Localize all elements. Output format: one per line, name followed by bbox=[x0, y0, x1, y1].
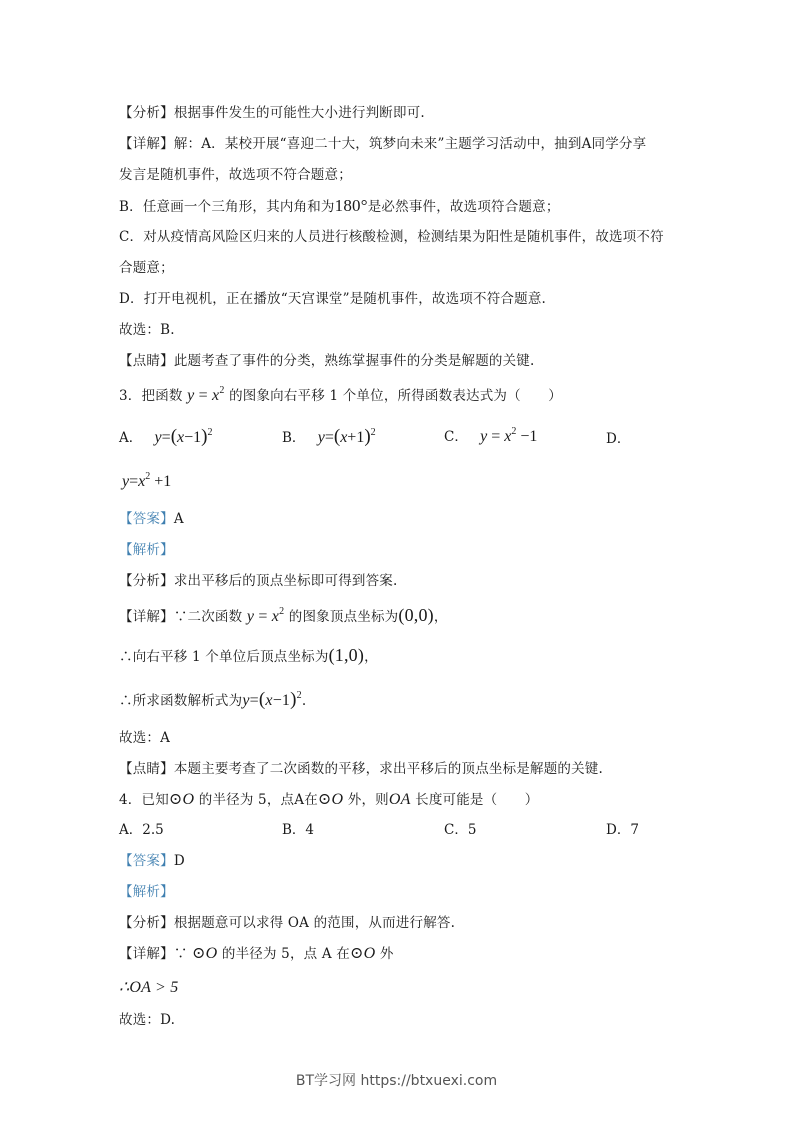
q2-option-c-line-1 bbox=[119, 227, 664, 247]
q3-detail-line bbox=[119, 605, 448, 627]
q4-option-d bbox=[606, 820, 639, 840]
analysis-text: 根据事件发生的可能性大小进行判断即可. bbox=[173, 105, 425, 121]
detail-p3: 外 bbox=[379, 946, 394, 962]
detail-mid: 的图象顶点坐标为 bbox=[288, 609, 399, 625]
q3-option-b bbox=[282, 427, 376, 448]
comment-text: 本题主要考查了二次函数的平移，求出平移后的顶点坐标是解题的关键. bbox=[173, 761, 604, 777]
step3-end: . bbox=[301, 693, 307, 709]
comment-text: 此题考查了事件的分类，熟练掌握事件的分类是解题的关键. bbox=[173, 353, 535, 369]
q4-stem-p2: 的半径为 5，点A在 bbox=[198, 792, 318, 808]
q2-detail-line-1 bbox=[119, 134, 646, 154]
detail-label: 【详解】 bbox=[119, 609, 174, 625]
segment-oa: OA bbox=[388, 791, 411, 808]
q3-solution-heading bbox=[119, 540, 174, 560]
option-value: 5 bbox=[467, 822, 477, 838]
q4-stem bbox=[119, 790, 538, 810]
choice-text: 故选：B. bbox=[119, 322, 175, 338]
option-label: A． bbox=[119, 430, 143, 446]
q4-option-b bbox=[282, 820, 314, 840]
q3-comment-line bbox=[119, 759, 603, 779]
option-label: D． bbox=[606, 822, 631, 838]
option-c-expr: $y = x^2 -1$ bbox=[480, 426, 538, 445]
option-b-expr: $y=(x+1)^2$ bbox=[317, 426, 376, 447]
detail-text: 解：A．某校开展“喜迎二十大，筑梦向未来”主题学习活动中，抽到A同学分享 bbox=[173, 136, 647, 152]
detail-end: ， bbox=[433, 609, 448, 625]
q3-stem bbox=[119, 386, 562, 406]
q4-detail-line bbox=[119, 944, 394, 964]
analysis-label: 【分析】 bbox=[119, 915, 174, 931]
detail-text-cont: 发言是随机事件，故选项不符合题意； bbox=[119, 167, 352, 183]
q4-stem-p3: 外，则 bbox=[347, 792, 389, 808]
q3-analysis-line bbox=[119, 571, 398, 591]
q3-option-c bbox=[444, 427, 537, 447]
detail-label: 【详解】 bbox=[119, 136, 174, 152]
angle-sum-value: 180° bbox=[334, 196, 368, 215]
q3-step2-line bbox=[119, 645, 378, 667]
detail-math: $y = x^2$ bbox=[246, 606, 285, 625]
step2-prefix: ∴向右平移 1 个单位后顶点坐标为 bbox=[119, 649, 329, 665]
option-d-text: D．打开电视机，正在播放“天宫课堂”是随机事件，故选项不符合题意. bbox=[119, 291, 547, 307]
answer-value: D bbox=[173, 853, 185, 869]
step2-end: ， bbox=[364, 649, 378, 665]
q3-option-d bbox=[606, 429, 630, 449]
analysis-label: 【分析】 bbox=[119, 573, 174, 589]
option-d-expr: $y=x^2 +1$ bbox=[122, 471, 172, 490]
step3-prefix: ∴所求函数解析式为 bbox=[119, 693, 243, 709]
comment-label: 【点睛】 bbox=[119, 761, 174, 777]
choice-text: 故选：D. bbox=[119, 1012, 176, 1028]
q4-option-a bbox=[119, 820, 164, 840]
detail-p2: 的半径为 5，点 A 在 bbox=[221, 946, 351, 962]
option-value: 4 bbox=[305, 822, 315, 838]
circle-o-symbol: ⊙O bbox=[317, 791, 344, 808]
q2-analysis-line bbox=[119, 103, 425, 123]
circle-o-symbol: ⊙O bbox=[168, 791, 195, 808]
q4-choice-line bbox=[119, 1010, 175, 1030]
q3-stem-prefix: 3．把函数 bbox=[119, 388, 183, 404]
q2-detail-line-2 bbox=[119, 165, 352, 185]
q4-option-c bbox=[444, 820, 476, 840]
analysis-label: 【分析】 bbox=[119, 105, 174, 121]
solution-label: 【解析】 bbox=[119, 884, 174, 900]
result-expr: $y=(x-1)^2$ bbox=[242, 689, 302, 710]
q3-stem-suffix: 的图象向右平移 1 个单位，所得函数表达式为（ ） bbox=[229, 388, 562, 404]
q3-option-a bbox=[119, 427, 212, 448]
vertex-point: (0,0) bbox=[398, 605, 434, 625]
detail-prefix: ∵二次函数 bbox=[173, 609, 243, 625]
option-a-expr: $y=(x-1)^2$ bbox=[154, 426, 213, 447]
footer-watermark bbox=[0, 1070, 793, 1090]
option-value: 7 bbox=[630, 822, 639, 838]
q4-analysis-line bbox=[119, 913, 455, 933]
analysis-text: 求出平移后的顶点坐标即可得到答案. bbox=[173, 573, 398, 589]
q3-answer bbox=[119, 509, 184, 529]
answer-label: 【答案】 bbox=[119, 853, 174, 869]
q4-conclusion-line bbox=[119, 978, 178, 998]
option-value: 2.5 bbox=[142, 822, 164, 838]
q2-comment-line bbox=[119, 351, 535, 371]
option-c-text-cont: 合题意； bbox=[119, 260, 174, 276]
comment-label: 【点睛】 bbox=[119, 353, 174, 369]
option-label: A． bbox=[119, 822, 143, 838]
q3-option-d-expr-line bbox=[122, 472, 171, 492]
option-b-prefix: B．任意画一个三角形，其内角和为 bbox=[119, 199, 335, 215]
q2-option-c-line-2 bbox=[119, 258, 174, 278]
analysis-text: 根据题意可以求得 OA 的范围，从而进行解答. bbox=[173, 915, 456, 931]
solution-label: 【解析】 bbox=[119, 542, 174, 558]
option-b-suffix: 是必然事件，故选项符合题意； bbox=[367, 199, 560, 215]
q4-stem-p1: 4．已知 bbox=[119, 792, 169, 808]
q4-answer bbox=[119, 851, 185, 871]
q3-choice-line bbox=[119, 728, 170, 748]
q4-solution-heading bbox=[119, 882, 174, 902]
conclusion-expr: ∴OA > 5 bbox=[119, 979, 179, 996]
answer-value: A bbox=[173, 511, 184, 527]
circle-o-symbol: ⊙O bbox=[192, 945, 218, 962]
q3-step3-line bbox=[119, 690, 306, 711]
option-label: C． bbox=[444, 429, 468, 445]
option-label: C． bbox=[444, 822, 468, 838]
option-label: B． bbox=[282, 430, 306, 446]
q2-option-b-line bbox=[119, 196, 560, 217]
q4-stem-p4: 长度可能是（ ） bbox=[415, 792, 539, 808]
option-c-text: C．对从疫情高风险区归来的人员进行核酸检测，检测结果为阳性是随机事件，故选项不符 bbox=[119, 229, 664, 245]
q2-choice-line bbox=[119, 320, 175, 340]
option-label: B． bbox=[282, 822, 306, 838]
option-label: D． bbox=[606, 431, 631, 447]
q3-stem-math: $y = x^2$ bbox=[187, 385, 225, 404]
choice-text: 故选：A bbox=[119, 730, 171, 746]
q2-option-d-line bbox=[119, 289, 546, 309]
detail-label: 【详解】 bbox=[119, 946, 174, 962]
answer-label: 【答案】 bbox=[119, 511, 174, 527]
shifted-vertex-point: (1,0) bbox=[328, 645, 365, 665]
circle-o-symbol: ⊙O bbox=[350, 945, 376, 962]
footer-text: BT学习网 https://btxuexi.com bbox=[295, 1073, 498, 1089]
because-symbol: ∵ bbox=[173, 946, 188, 962]
